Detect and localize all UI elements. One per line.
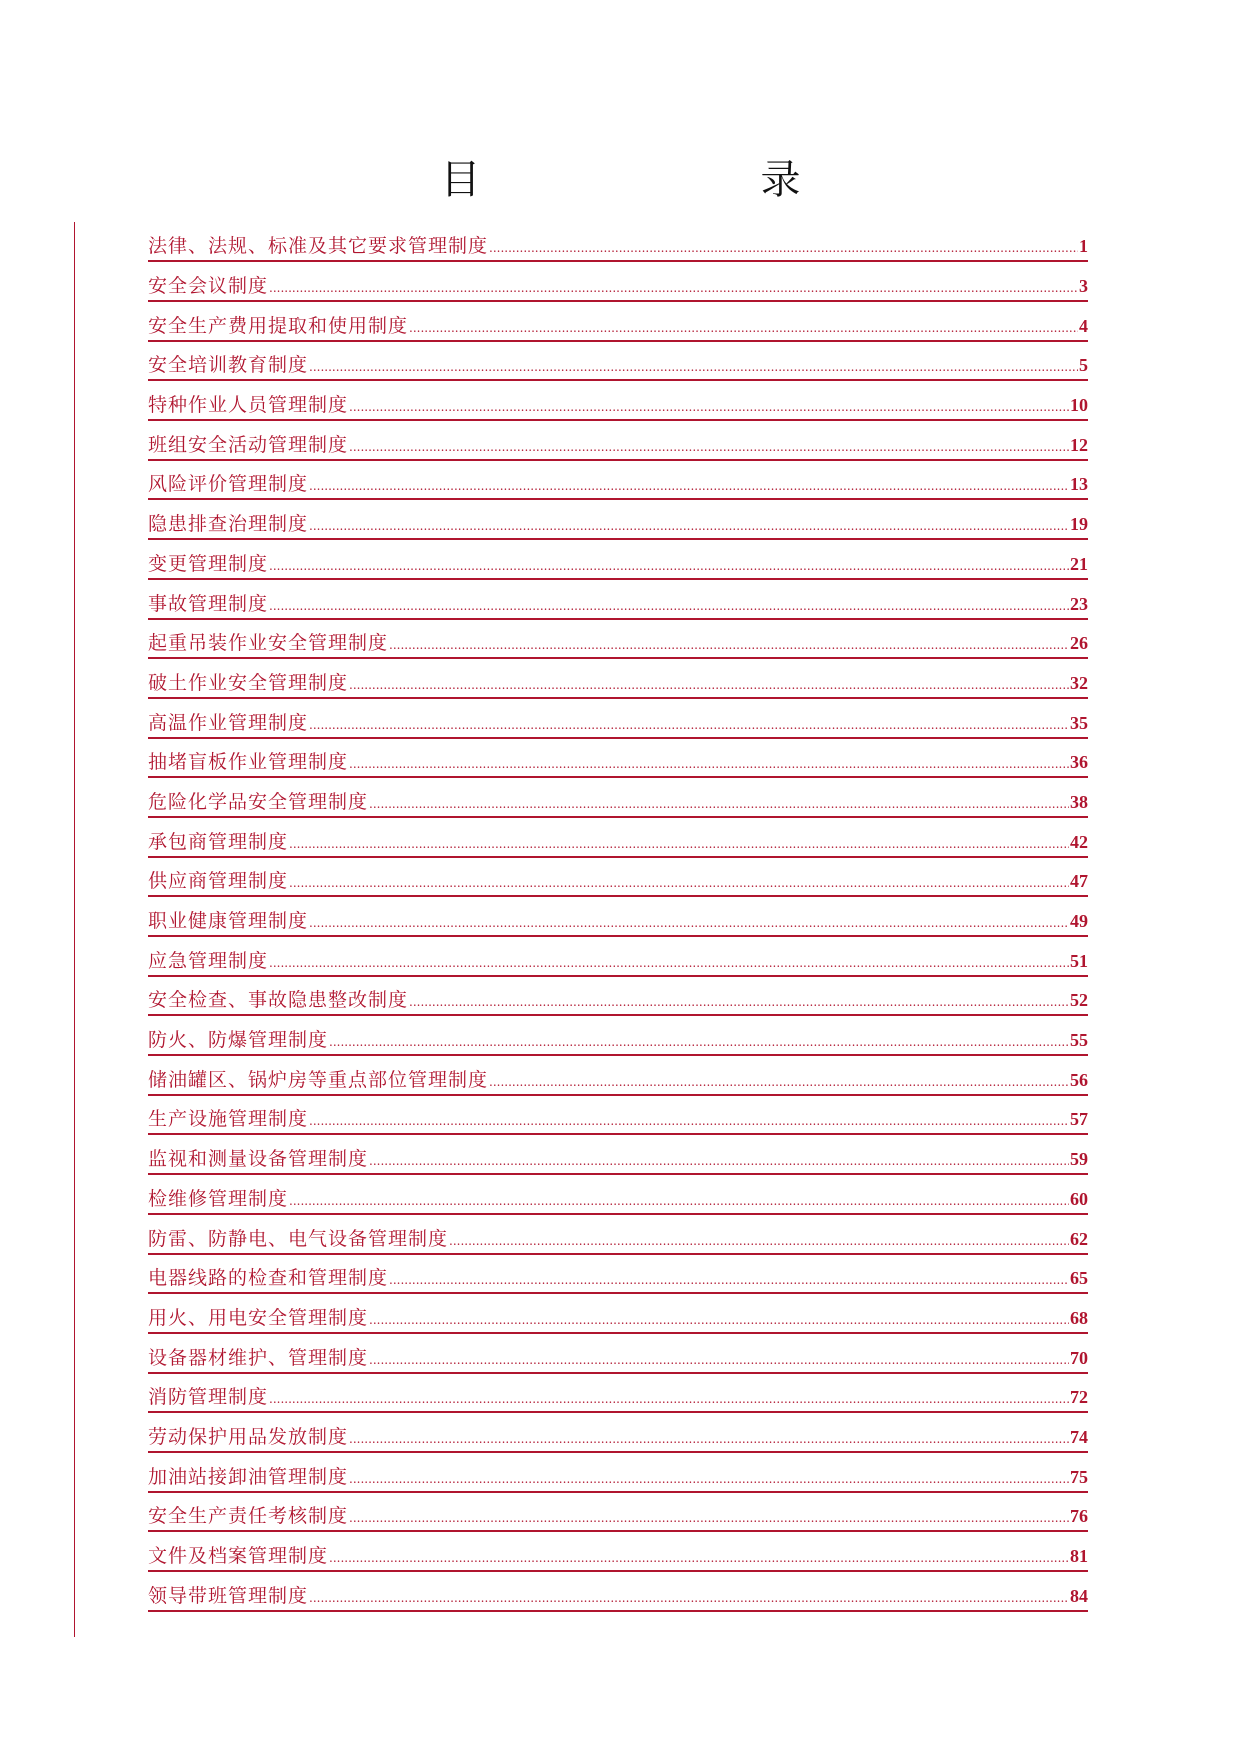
toc-leader-dots xyxy=(269,281,1078,295)
toc-leader-dots xyxy=(349,1511,1069,1525)
toc-entry-title: 危险化学品安全管理制度 xyxy=(148,790,369,813)
toc-entry[interactable] xyxy=(148,1140,1088,1180)
toc-entry[interactable] xyxy=(148,1576,1088,1616)
toc-entry-title: 抽堵盲板作业管理制度 xyxy=(148,751,349,774)
toc-entry-page-number: 59 xyxy=(1070,1149,1088,1170)
table-of-contents xyxy=(148,227,1088,1616)
toc-entry-page-number: 5 xyxy=(1079,355,1088,376)
toc-entry-title: 应急管理制度 xyxy=(148,949,269,972)
toc-entry[interactable] xyxy=(148,1537,1088,1577)
toc-entry[interactable] xyxy=(148,505,1088,545)
toc-leader-dots xyxy=(289,837,1069,851)
toc-entry-page-number: 52 xyxy=(1070,990,1088,1011)
toc-entry-page-number: 35 xyxy=(1070,712,1088,733)
toc-entry-title: 加油站接卸油管理制度 xyxy=(148,1465,349,1488)
toc-entry[interactable] xyxy=(148,862,1088,902)
toc-entry[interactable] xyxy=(148,346,1088,386)
toc-entry-page-number: 70 xyxy=(1070,1347,1088,1368)
toc-entry-page-number: 49 xyxy=(1070,911,1088,932)
toc-entry-page-number: 65 xyxy=(1070,1268,1088,1289)
toc-leader-dots xyxy=(489,241,1078,255)
toc-leader-dots xyxy=(389,1273,1069,1287)
toc-entry[interactable] xyxy=(148,1259,1088,1299)
toc-entry-page-number: 3 xyxy=(1079,276,1088,297)
toc-leader-dots xyxy=(329,1551,1069,1565)
toc-entry[interactable] xyxy=(148,465,1088,505)
toc-entry-title: 防火、防爆管理制度 xyxy=(148,1029,329,1052)
toc-leader-dots xyxy=(309,519,1069,533)
toc-entry[interactable] xyxy=(148,1180,1088,1220)
toc-entry[interactable] xyxy=(148,386,1088,426)
toc-entry-page-number: 4 xyxy=(1079,315,1088,336)
toc-entry-title: 领导带班管理制度 xyxy=(148,1584,309,1607)
toc-leader-dots xyxy=(309,479,1069,493)
toc-entry[interactable] xyxy=(148,783,1088,823)
toc-entry-title: 安全培训教育制度 xyxy=(148,354,309,377)
toc-entry-title: 文件及档案管理制度 xyxy=(148,1545,329,1568)
toc-entry-page-number: 10 xyxy=(1070,395,1088,416)
toc-leader-dots xyxy=(349,1472,1069,1486)
toc-leader-dots xyxy=(349,757,1069,771)
toc-entry-title: 检维修管理制度 xyxy=(148,1187,289,1210)
toc-entry-title: 消防管理制度 xyxy=(148,1386,269,1409)
toc-entry[interactable] xyxy=(148,1060,1088,1100)
toc-leader-dots xyxy=(449,1234,1069,1248)
toc-entry-page-number: 57 xyxy=(1070,1109,1088,1130)
toc-entry-title: 变更管理制度 xyxy=(148,552,269,575)
toc-entry[interactable] xyxy=(148,624,1088,664)
toc-entry[interactable] xyxy=(148,267,1088,307)
toc-entry-title: 供应商管理制度 xyxy=(148,870,289,893)
toc-entry[interactable] xyxy=(148,545,1088,585)
toc-leader-dots xyxy=(349,400,1069,414)
toc-leader-dots xyxy=(269,956,1069,970)
toc-entry[interactable] xyxy=(148,1457,1088,1497)
toc-leader-dots xyxy=(409,321,1078,335)
toc-entry[interactable] xyxy=(148,584,1088,624)
toc-entry-page-number: 38 xyxy=(1070,791,1088,812)
toc-entry[interactable] xyxy=(148,664,1088,704)
toc-leader-dots xyxy=(349,440,1069,454)
toc-entry[interactable] xyxy=(148,981,1088,1021)
toc-entry-page-number: 74 xyxy=(1070,1426,1088,1447)
toc-entry-page-number: 12 xyxy=(1070,434,1088,455)
toc-leader-dots xyxy=(369,1154,1069,1168)
toc-leader-dots xyxy=(409,995,1069,1009)
toc-leader-dots xyxy=(309,1114,1069,1128)
toc-entry[interactable] xyxy=(148,1378,1088,1418)
toc-entry-title: 安全会议制度 xyxy=(148,275,269,298)
toc-entry-title: 风险评价管理制度 xyxy=(148,473,309,496)
toc-leader-dots xyxy=(289,1194,1069,1208)
toc-entry-page-number: 62 xyxy=(1070,1228,1088,1249)
toc-entry-title: 职业健康管理制度 xyxy=(148,910,309,933)
toc-entry[interactable] xyxy=(148,1021,1088,1061)
toc-entry-page-number: 84 xyxy=(1070,1585,1088,1606)
toc-leader-dots xyxy=(309,718,1069,732)
toc-entry[interactable] xyxy=(148,306,1088,346)
toc-entry[interactable] xyxy=(148,425,1088,465)
toc-leader-dots xyxy=(349,678,1069,692)
toc-entry-title: 承包商管理制度 xyxy=(148,830,289,853)
toc-entry-page-number: 26 xyxy=(1070,633,1088,654)
toc-entry-page-number: 23 xyxy=(1070,593,1088,614)
toc-leader-dots xyxy=(369,797,1069,811)
toc-entry[interactable] xyxy=(148,227,1088,267)
toc-leader-dots xyxy=(269,1392,1069,1406)
toc-entry[interactable] xyxy=(148,703,1088,743)
toc-leader-dots xyxy=(389,638,1069,652)
toc-entry[interactable] xyxy=(148,743,1088,783)
toc-entry[interactable] xyxy=(148,822,1088,862)
toc-entry[interactable] xyxy=(148,1219,1088,1259)
toc-entry-title: 劳动保护用品发放制度 xyxy=(148,1425,349,1448)
toc-entry-page-number: 56 xyxy=(1070,1069,1088,1090)
toc-entry-title: 安全生产费用提取和使用制度 xyxy=(148,314,409,337)
toc-entry-title: 生产设施管理制度 xyxy=(148,1108,309,1131)
toc-leader-dots xyxy=(489,1075,1069,1089)
toc-leader-dots xyxy=(269,559,1069,573)
toc-entry-title: 监视和测量设备管理制度 xyxy=(148,1148,369,1171)
toc-entry-title: 高温作业管理制度 xyxy=(148,711,309,734)
toc-leader-dots xyxy=(309,360,1078,374)
toc-entry[interactable] xyxy=(148,1338,1088,1378)
toc-entry-page-number: 60 xyxy=(1070,1188,1088,1209)
toc-entry-page-number: 42 xyxy=(1070,831,1088,852)
toc-entry-page-number: 19 xyxy=(1070,514,1088,535)
toc-entry-page-number: 81 xyxy=(1070,1546,1088,1567)
toc-leader-dots xyxy=(369,1313,1069,1327)
toc-entry-page-number: 75 xyxy=(1070,1466,1088,1487)
toc-entry[interactable] xyxy=(148,1100,1088,1140)
toc-leader-dots xyxy=(269,599,1069,613)
toc-entry-title: 设备器材维护、管理制度 xyxy=(148,1346,369,1369)
toc-entry-page-number: 36 xyxy=(1070,752,1088,773)
toc-leader-dots xyxy=(309,916,1069,930)
toc-entry-title: 特种作业人员管理制度 xyxy=(148,394,349,417)
margin-rule xyxy=(74,222,75,1637)
toc-entry[interactable] xyxy=(148,1418,1088,1458)
toc-leader-dots xyxy=(329,1035,1069,1049)
toc-entry-title: 隐患排查治理制度 xyxy=(148,513,309,536)
toc-entry-page-number: 13 xyxy=(1070,474,1088,495)
toc-entry-title: 防雷、防静电、电气设备管理制度 xyxy=(148,1227,449,1250)
toc-entry-page-number: 68 xyxy=(1070,1307,1088,1328)
toc-entry-page-number: 32 xyxy=(1070,672,1088,693)
toc-leader-dots xyxy=(309,1591,1069,1605)
toc-entry-page-number: 1 xyxy=(1079,236,1088,257)
toc-entry-title: 法律、法规、标准及其它要求管理制度 xyxy=(148,235,489,258)
toc-entry[interactable] xyxy=(148,1299,1088,1339)
toc-leader-dots xyxy=(349,1432,1069,1446)
toc-entry-title: 储油罐区、锅炉房等重点部位管理制度 xyxy=(148,1068,489,1091)
toc-entry-title: 起重吊装作业安全管理制度 xyxy=(148,632,389,655)
toc-entry-title: 用火、用电安全管理制度 xyxy=(148,1306,369,1329)
toc-entry-title: 安全检查、事故隐患整改制度 xyxy=(148,989,409,1012)
toc-entry-page-number: 47 xyxy=(1070,871,1088,892)
toc-entry-title: 破土作业安全管理制度 xyxy=(148,671,349,694)
toc-entry-page-number: 55 xyxy=(1070,1030,1088,1051)
toc-entry-title: 安全生产责任考核制度 xyxy=(148,1505,349,1528)
toc-entry-title: 电器线路的检查和管理制度 xyxy=(148,1267,389,1290)
toc-entry[interactable] xyxy=(148,941,1088,981)
toc-entry-title: 班组安全活动管理制度 xyxy=(148,433,349,456)
toc-entry-title: 事故管理制度 xyxy=(148,592,269,615)
toc-entry[interactable] xyxy=(148,1497,1088,1537)
toc-entry-page-number: 72 xyxy=(1070,1387,1088,1408)
toc-entry-page-number: 76 xyxy=(1070,1506,1088,1527)
page-title: 目 录 xyxy=(440,157,921,203)
toc-entry[interactable] xyxy=(148,902,1088,942)
toc-leader-dots xyxy=(289,876,1069,890)
toc-leader-dots xyxy=(369,1353,1069,1367)
toc-entry-page-number: 21 xyxy=(1070,553,1088,574)
toc-entry-page-number: 51 xyxy=(1070,950,1088,971)
